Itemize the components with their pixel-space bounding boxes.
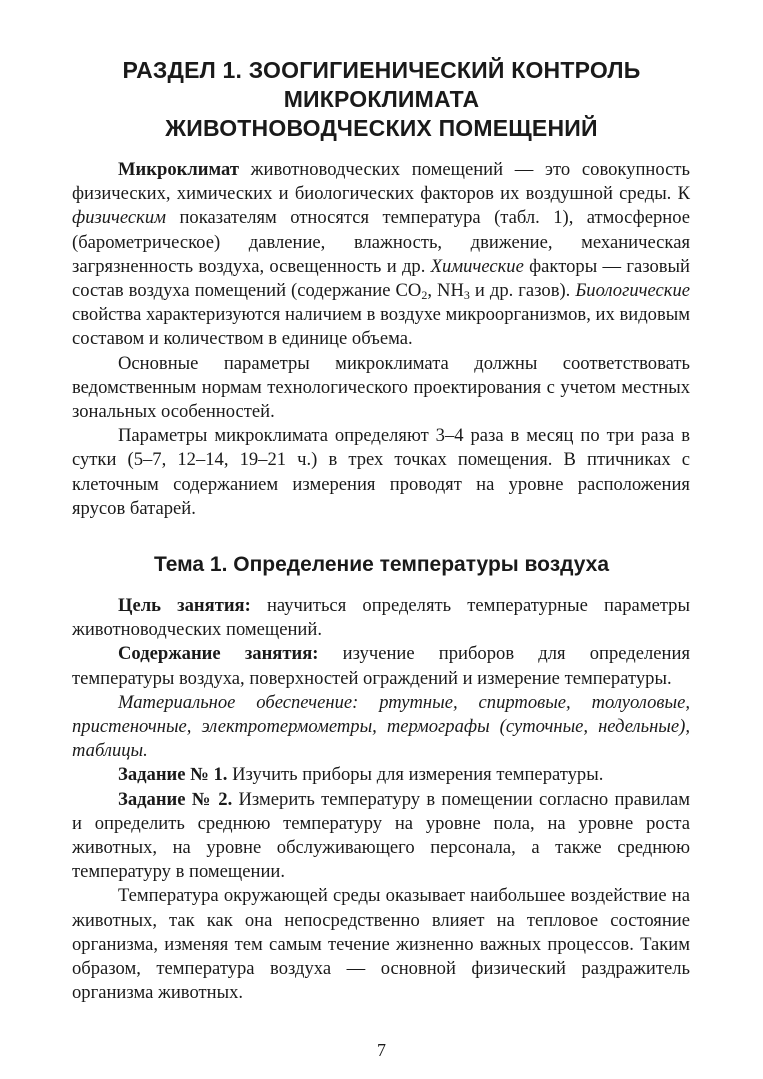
page-number: 7 <box>377 1040 386 1060</box>
subscript-2: 2 <box>421 288 428 303</box>
term-microclimate: Микроклимат <box>118 159 239 180</box>
task-2 <box>72 788 690 885</box>
lesson-section <box>72 594 690 1005</box>
lesson-content <box>72 642 690 690</box>
task-1 <box>72 763 690 787</box>
temperature-paragraph: Температура окружающей среды оказывает наибольшее воздействие на животных, так как она непосредственно влияет на тепловое состояние организма, изменяя тем самым течение жизненно важных процессов. Таким образом, температура воздуха — основной физический раздражитель организма животных. <box>72 885 690 1004</box>
intro-text-6: свойства характеризуются наличием в воздухе микроорганизмов, их видовым составом и количеством в единице объема. <box>72 304 690 350</box>
intro-text-1: животноводческих помещений — это совокупность физических, химических и биологических факторов их воздушной среды. К <box>72 159 690 205</box>
task-1-text: Изучить приборы для измерения температуры. <box>227 764 604 786</box>
subscript-3: 3 <box>463 288 470 303</box>
intro-paragraph-measurement: Параметры микроклимата определяют 3–4 раза в месяц по три раза в сутки (5–7, 12–14, 19–21 ч.) в трех точках помещения. В птичниках с клеточным содержанием измерения проводят на уровне расположения ярусов батарей. <box>72 425 690 519</box>
lesson-content-text: изучение приборов для определения температуры воздуха, поверхностей ограждений и измерение температуры. <box>72 643 690 689</box>
lesson-goal <box>72 594 690 642</box>
term-chemical: Химические <box>430 255 524 277</box>
intro-section <box>72 158 690 521</box>
lesson-materials-text: Материальное обеспечение: ртутные, спиртовые, толуоловые, пристеночные, электротермометры, термографы (суточные, недельные), таблицы. <box>72 691 690 762</box>
intro-text-4: , NH <box>427 280 464 302</box>
intro-text-3: факторы — газовый состав воздуха помещений (содержание CO <box>72 255 690 302</box>
topic-title: Тема 1. Определение температуры воздуха <box>153 553 610 576</box>
task-2-text: Измерить температуру в помещении согласно правилам и определить среднюю температуру на уровне пола, на уровне роста животных, на уровне обслуживающего персонала, а также среднюю температуру в помещении. <box>72 788 691 883</box>
lesson-materials <box>72 691 690 764</box>
chapter-title-line-3: ЖИВОТНОВОДЧЕСКИХ ПОМЕЩЕНИЙ <box>165 115 598 141</box>
term-physical: физическим <box>72 207 167 229</box>
chapter-title <box>60 56 703 143</box>
intro-paragraph-norms: Основные параметры микроклимата должны соответствовать ведомственным нормам технологического проектирования с учетом местных зональных особенностей. <box>72 352 690 423</box>
term-biological: Биологические <box>575 280 691 302</box>
chapter-title-line-1: РАЗДЕЛ 1. ЗООГИГИЕНИЧЕСКИЙ КОНТРОЛЬ <box>122 57 641 83</box>
lesson-goal-text: научиться определять температурные параметры животноводческих помещений. <box>72 595 690 641</box>
intro-text-2: показателям относятся температура (табл. 1), атмосферное (барометрическое) давление, влажность, движение, механическая загрязненность воздуха, освещенность и др. <box>72 207 690 277</box>
task-1-label: Задание № 1. <box>118 764 228 786</box>
chapter-title-line-2: МИКРОКЛИМАТА <box>283 86 480 112</box>
lesson-goal-label: Цель занятия: <box>118 595 251 616</box>
task-2-label: Задание № 2. <box>118 788 233 810</box>
lesson-content-label: Содержание занятия: <box>118 643 319 665</box>
intro-paragraph-microclimate <box>72 158 690 352</box>
intro-text-5: и др. газов). <box>469 280 576 302</box>
